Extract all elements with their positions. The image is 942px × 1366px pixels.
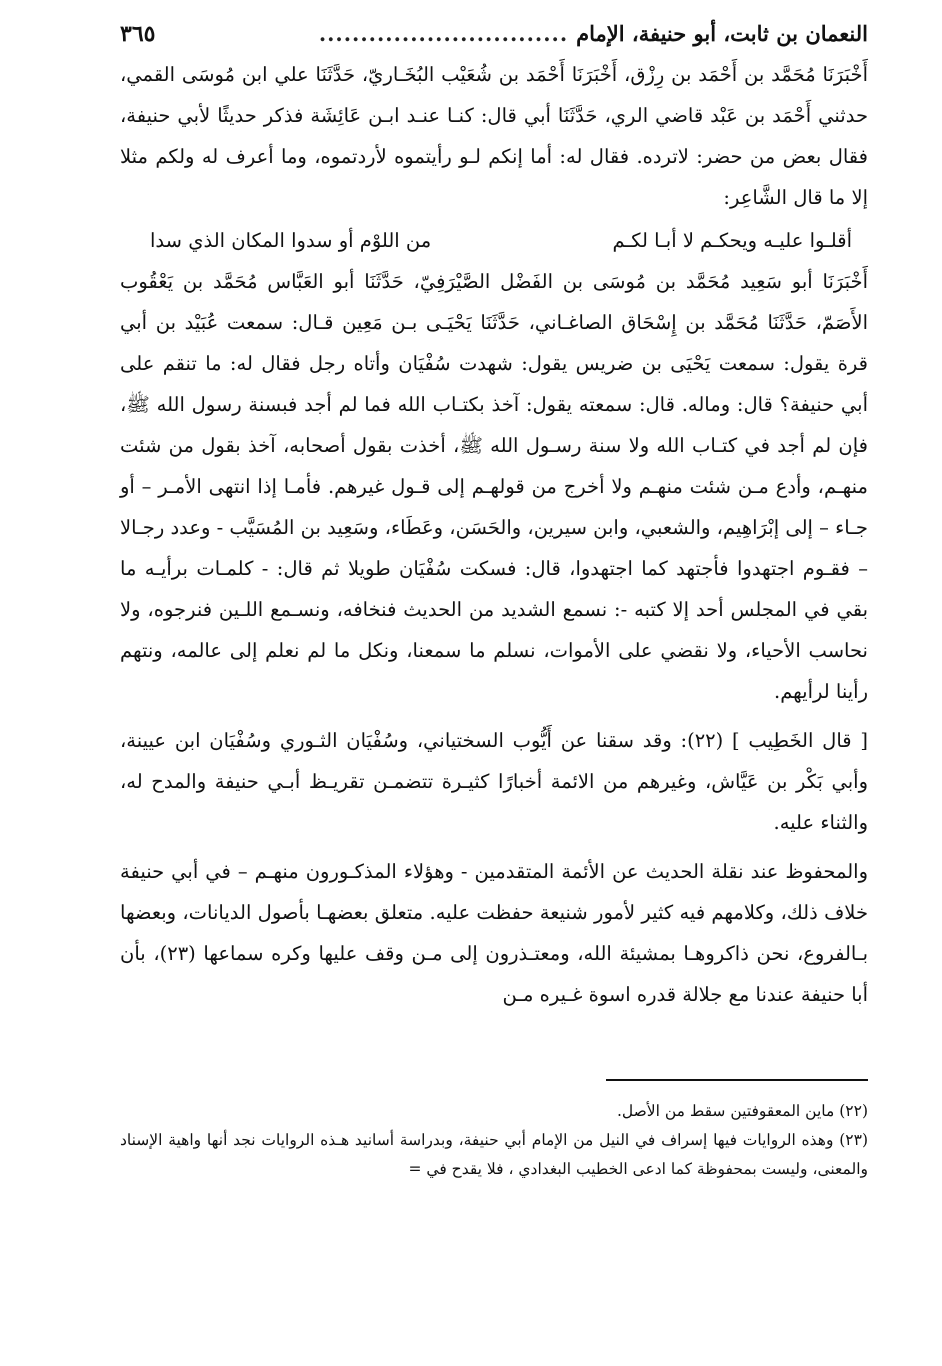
- paragraph-sufyan-report: أَخْبَرَنَا أبو سَعِيد مُحَمَّد بن مُوسَى بن الفَضْل الصَّيْرَفِيّ، حَدَّثَنَا أبو العَبَّاس مُحَمَّد بن يَعْقُوب الأَصَمّ، حَدَّثَنَا مُحَمَّد بن إِسْحَاق الصاغـاني، حَدَّثَنَا يَحْيَـى بـن مَعِين قـال: سمعت عُبَيْد بن أبي قرة يقول: سمعت يَحْيَى بن ضريس يقول: شهدت سُفْيَان وأتاه رجل فقال له: ما تنقم على أبي حنيفة؟ قال: وماله. قال: سمعته يقول: آخذ بكتـاب الله فما لم أجد فبسنة رسول الله ﷺ، فإن لم أجد في كتـاب الله ولا سنة رسـول الله ﷺ، أخذت بقول أصحابه، آخذ بقول من شئت منهـم، وأدع مـن شئت منهـم ولا أخرج من قولهـم إلى قـول غيرهم. فأمـا إذا انتهى الأمـر – أو جـاء – إلى إبْرَاهِيم، والشعبي، وابن سيرين، والحَسَن، وعَطَاء، وسَعِيد بن المُسَيَّب - وعدد رجـالا – فقـوم اجتهدوا فأجتهد كما اجتهدوا، قال: فسكت سُفْيَان طويلا ثم قال: - كلمـات برأيـه ما بقي في المجلس أحد إلا كتبه -: نسمع الشديد من الحديث فنخافه، ونسـمع اللـين فنرجوه، ولا نحاسب الأحياء، ولا نقضي على الأموات، نسلم ما سمعنا، ونكل ما لم نعلم إلى عالمه، ونتهم رأينا لرأيهم.: [120, 270, 868, 703]
- page-number: ٣٦٥: [120, 21, 156, 47]
- paragraph-khatib-statement: [ قال الخَطِيب ] (٢٢): وقد سقنا عن أَيُّوب السختياني، وسُفْيَان الثـوري وسُفْيَان ابن عيينة، وأبي بَكْر بن عَيَّاش، وغيرهم من الائمة أخبارًا كثيـرة تتضمـن تقريـظ أبـي حنيفة والمدح له، والثناء عليه.: [120, 729, 868, 834]
- paragraph-ibn-rizq-report: أَخْبَرَنَا مُحَمَّد بن أَحْمَد بن رِزْق، أَخْبَرَنَا أَحْمَد بن شُعَيْب البُخَـاريّ، حَدَّثَنَا علي ابن مُوسَى القمي، حدثني أَحْمَد بن عَبْد قاضي الري، حَدَّثَنَا أبي قال: كنـا عنـد ابـن عَائِشَة فذكر حديثًا لأبي حنيفة، فقال بعض من حضر: لاترده. فقال له: أما إنكم لـو رأيتموه لأردتموه، وما أعرف له ولكم مثلا إلا ما قال الشَّاعِر:: [120, 63, 868, 209]
- paragraph-preserved-reports: والمحفوظ عند نقلة الحديث عن الأئمة المتقدمين - وهؤلاء المذكـورون منهـم – في أبي حنيفة خلاف ذلك، وكلامهم فيه كثير لأمور شنيعة حفظت عليه. متعلق بعضهـا بأصول الديانات، وبعضها بـالفروع، نحن ذاكروهـا بمشيئة الله، ومعتـذرون إلى مـن وقف عليها وكره سماعها (٢٣)، بأن أبا حنيفة عندنا مع جلالة قدره اسوة غـيره مـن: [120, 860, 868, 1006]
- verse-first-hemistich: أقلـوا عليـه ويحكـم لا أبـا لكـم: [612, 229, 852, 252]
- verse-second-hemistich: من اللوْم أو سدوا المكان الذي سدا: [150, 229, 432, 252]
- book-page: [120, 14, 868, 1184]
- running-header: [120, 14, 868, 54]
- footnote-22: (٢٢) ماين المعقوفتين سقط من الأصل.: [616, 1102, 868, 1120]
- header-title: النعمان بن ثابت، أبو حنيفة، الإمام: [576, 21, 868, 46]
- footnote-23: (٢٣) وهذه الروايات فيها إسراف في النيل من الإمام أبي حنيفة، وبدراسة أسانيد هـذه الروايات نجد أنها واهية الإسناد والمعنى، وليست بمحفوظة كما ادعى الخطيب البغدادي ، فلا يقدح في =: [120, 1131, 868, 1178]
- header-leader-dots: ..............................: [318, 21, 569, 46]
- poetry-verse: [150, 220, 852, 261]
- footnote-separator: [606, 1079, 868, 1081]
